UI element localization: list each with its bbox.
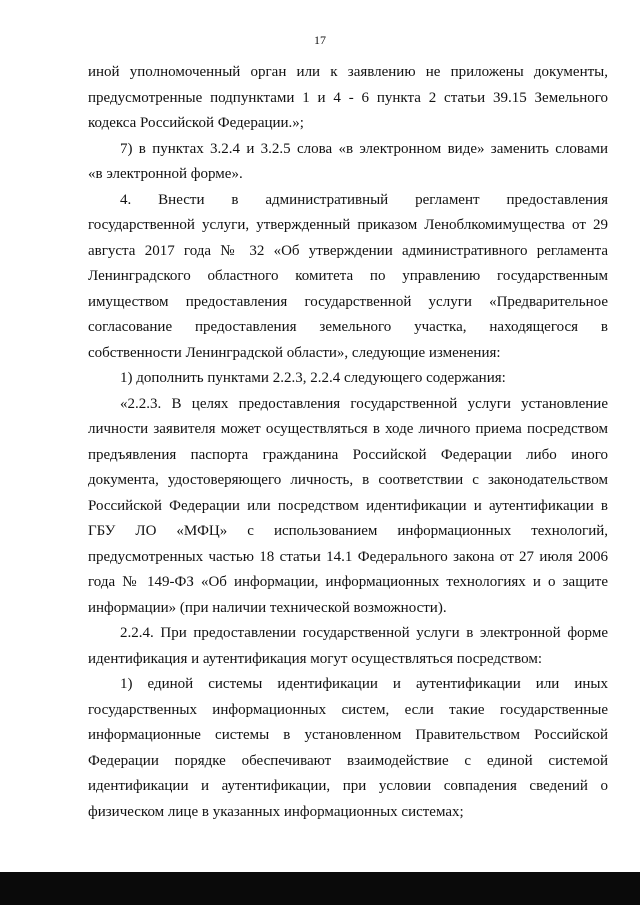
text-line: года № 149-ФЗ «Об информации, информационных технологиях и о защите xyxy=(88,574,608,590)
text-line: иной уполномоченный орган или к заявлению не приложены документы, xyxy=(88,64,608,80)
page-number: 17 xyxy=(314,33,326,47)
text-line: Российской Федерации или посредством идентификации и аутентификации в xyxy=(88,497,608,514)
text-line: августа 2017 года № 32 «Об утверждении административного регламента xyxy=(88,242,608,259)
text-line: идентификация и аутентификация могут осуществляться посредством: xyxy=(88,650,543,667)
text-line: физическом лице в указанных информационных системах; xyxy=(88,803,464,820)
text-line: Федерации порядке обеспечивают взаимодействие с единой системой xyxy=(88,752,608,769)
text-line: предусмотренные подпунктами 1 и 4 - 6 пункта 2 статьи 39.15 Земельного xyxy=(88,89,608,106)
text-line: идентификации и аутентификации, при условии совпадения сведений о xyxy=(88,778,608,794)
text-line: 4. Внести в административный регламент предоставления xyxy=(120,191,608,208)
text-line: Ленинградского областного комитета по управлению государственным xyxy=(88,268,608,284)
text-line: согласование предоставления земельного участка, находящегося в xyxy=(88,319,608,335)
text-line: предусмотренных частью 18 статьи 14.1 Федерального закона от 27 июля 2006 xyxy=(88,548,608,565)
scan-edge-bar xyxy=(0,872,640,905)
document-body xyxy=(88,60,608,825)
text-line: 1) дополнить пунктами 2.2.3, 2.2.4 следующего содержания: xyxy=(120,370,506,386)
text-line: 7) в пунктах 3.2.4 и 3.2.5 слова «в электронном виде» заменить словами xyxy=(120,140,608,157)
text-line: «в электронной форме». xyxy=(88,166,243,182)
text-line: собственности Ленинградской области», следующие изменения: xyxy=(88,344,501,361)
text-line: государственных информационных систем, если такие государственные xyxy=(88,701,608,718)
text-line: «2.2.3. В целях предоставления государственной услуги установление xyxy=(120,395,608,412)
text-line: имуществом предоставления государственной услуги «Предварительное xyxy=(88,293,608,310)
text-line: 1) единой системы идентификации и аутентификации или иных xyxy=(120,676,608,692)
text-line: документа, удостоверяющего личность, в соответствии с законодательством xyxy=(88,472,608,488)
text-line: кодекса Российской Федерации.»; xyxy=(88,115,304,131)
text-line: информации» (при наличии технической возможности). xyxy=(88,599,447,616)
text-line: информационные системы в установленном Правительством Российской xyxy=(88,727,608,743)
text-line: ГБУ ЛО «МФЦ» с использованием информационных технологий, xyxy=(88,523,608,539)
text-line: личности заявителя может осуществляться в ходе личного приема посредством xyxy=(88,421,608,437)
text-line: государственной услуги, утвержденный приказом Леноблкомимущества от 29 xyxy=(88,217,608,233)
text-line: 2.2.4. При предоставлении государственной услуги в электронной форме xyxy=(120,625,608,641)
text-line: предъявления паспорта гражданина Российской Федерации либо иного xyxy=(88,446,608,463)
